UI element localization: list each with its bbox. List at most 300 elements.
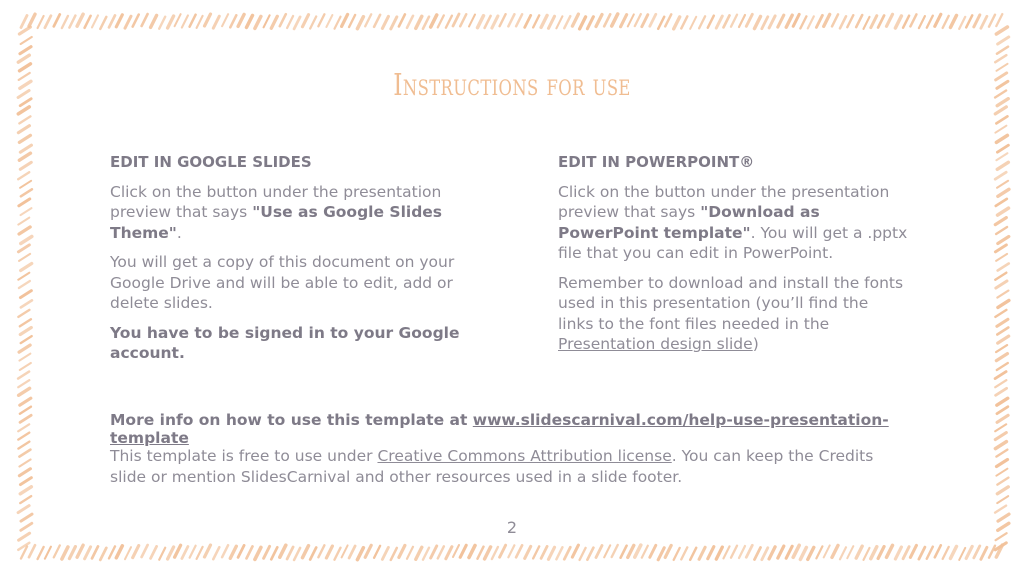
frame-brush-mark xyxy=(21,189,32,196)
frame-brush-mark xyxy=(793,14,799,26)
google-slides-signin-note: You have to be signed in to your Google account. xyxy=(110,323,460,362)
frame-brush-mark xyxy=(238,545,244,557)
frame-brush-mark xyxy=(19,345,30,352)
frame-brush-mark xyxy=(264,15,270,27)
frame-brush-mark xyxy=(887,545,893,557)
frame-brush-mark xyxy=(997,145,1008,152)
page-number: 2 xyxy=(506,518,518,537)
frame-brush-mark xyxy=(407,547,413,559)
frame-brush-mark xyxy=(919,547,925,559)
frame-brush-mark xyxy=(280,545,286,557)
frame-brush-mark xyxy=(996,388,1007,395)
frame-brush-mark xyxy=(995,442,1006,449)
frame-brush-mark xyxy=(533,15,539,27)
frame-brush-mark xyxy=(19,388,30,395)
frame-brush-mark xyxy=(69,547,75,559)
frame-brush-mark xyxy=(20,478,31,485)
frame-brush-mark xyxy=(492,547,498,559)
frame-brush-mark xyxy=(716,16,722,28)
frame-brush-mark xyxy=(213,16,219,28)
frame-brush-mark xyxy=(18,310,29,317)
frame-brush-mark xyxy=(247,546,253,558)
frame-brush-mark xyxy=(878,16,884,28)
frame-brush-mark xyxy=(20,460,31,467)
frame-brush-mark xyxy=(525,546,531,558)
frame-brush-mark xyxy=(335,17,341,29)
powerpoint-step-1-text: Click on the button under the presentation preview that says xyxy=(558,182,890,221)
frame-brush-mark xyxy=(230,15,236,27)
frame-brush-mark xyxy=(996,14,1002,26)
frame-brush-mark xyxy=(446,16,452,28)
help-url-link[interactable]: www.slidescarnival.com/help-use-presentation-template xyxy=(110,411,889,447)
frame-brush-mark xyxy=(997,415,1008,422)
frame-brush-mark xyxy=(793,545,799,557)
frame-brush-mark xyxy=(21,336,32,343)
frame-brush-mark xyxy=(213,547,219,559)
frame-brush-mark xyxy=(903,547,909,559)
frame-brush-mark xyxy=(974,15,980,27)
frame-brush-mark xyxy=(635,14,641,26)
powerpoint-instructions xyxy=(558,152,908,364)
frame-brush-mark xyxy=(996,254,1007,261)
frame-brush-mark xyxy=(856,546,862,558)
frame-brush-mark xyxy=(45,547,51,559)
frame-brush-mark xyxy=(840,16,846,28)
frame-brush-mark xyxy=(20,407,31,414)
frame-brush-mark xyxy=(871,547,877,559)
frame-brush-mark xyxy=(996,450,1007,457)
frame-brush-mark xyxy=(77,545,83,557)
frame-brush-mark xyxy=(20,64,31,71)
frame-brush-mark xyxy=(20,145,31,152)
frame-brush-mark xyxy=(996,345,1007,352)
frame-brush-mark xyxy=(549,547,555,559)
frame-brush-mark xyxy=(739,546,745,558)
frame-brush-mark xyxy=(989,546,995,558)
frame-brush-mark xyxy=(959,17,965,29)
frame-brush-mark xyxy=(997,47,1008,54)
frame-brush-mark xyxy=(824,545,830,557)
frame-brush-mark xyxy=(500,14,506,26)
frame-brush-mark xyxy=(699,547,705,559)
frame-brush-mark xyxy=(981,547,987,559)
frame-brush-mark xyxy=(280,14,286,26)
frame-brush-mark xyxy=(847,15,853,27)
frame-brush-mark xyxy=(310,548,316,560)
powerpoint-step-2 xyxy=(558,273,908,355)
frame-brush-mark xyxy=(762,17,768,29)
frame-brush-mark xyxy=(699,16,705,28)
frame-brush-mark xyxy=(997,487,1008,494)
frame-brush-mark xyxy=(116,15,122,27)
frame-brush-mark xyxy=(755,17,761,29)
frame-brush-mark xyxy=(635,545,641,557)
frame-brush-mark xyxy=(374,546,380,558)
frame-brush-mark xyxy=(20,181,31,188)
frame-brush-mark xyxy=(21,264,32,271)
frame-brush-mark xyxy=(168,547,174,559)
frame-brush-mark xyxy=(438,15,444,27)
frame-brush-mark xyxy=(981,16,987,28)
frame-brush-mark xyxy=(604,545,610,557)
presentation-design-slide-link[interactable]: Presentation design slide xyxy=(558,335,753,353)
frame-brush-mark xyxy=(382,16,388,28)
frame-brush-mark xyxy=(935,545,941,557)
frame-brush-mark xyxy=(460,545,466,557)
frame-brush-mark xyxy=(959,548,965,560)
frame-brush-mark xyxy=(197,547,203,559)
frame-brush-mark xyxy=(18,506,29,513)
frame-brush-mark xyxy=(168,16,174,28)
frame-brush-mark xyxy=(996,116,1007,123)
frame-brush-mark xyxy=(205,14,211,26)
frame-brush-mark xyxy=(446,547,452,559)
frame-brush-mark xyxy=(21,16,27,28)
frame-brush-mark xyxy=(895,16,901,28)
frame-brush-mark xyxy=(142,14,148,26)
frame-brush-mark xyxy=(995,380,1006,387)
frame-brush-mark xyxy=(365,14,371,26)
frame-brush-mark xyxy=(903,16,909,28)
frame-brush-mark xyxy=(19,469,30,476)
frame-brush-mark xyxy=(989,15,995,27)
frame-brush-mark xyxy=(674,548,680,560)
frame-brush-mark xyxy=(746,545,752,557)
frame-brush-mark xyxy=(431,546,437,558)
frame-brush-mark xyxy=(533,546,539,558)
frame-brush-mark xyxy=(271,547,277,559)
frame-brush-mark xyxy=(878,547,884,559)
frame-brush-mark xyxy=(580,548,586,560)
frame-brush-mark xyxy=(996,153,1007,160)
frame-brush-mark xyxy=(382,547,388,559)
frame-brush-mark xyxy=(832,545,838,557)
frame-brush-mark xyxy=(18,126,29,133)
frame-brush-mark xyxy=(628,545,634,557)
frame-brush-mark xyxy=(998,189,1009,196)
powerpoint-button-name: "Download as PowerPoint template" xyxy=(558,203,820,242)
frame-brush-mark xyxy=(997,162,1008,169)
frame-brush-mark xyxy=(18,218,29,225)
frame-brush-mark xyxy=(612,545,618,557)
frame-brush-mark xyxy=(18,442,29,449)
frame-brush-mark xyxy=(927,547,933,559)
frame-brush-mark xyxy=(85,16,91,28)
frame-brush-mark xyxy=(20,81,31,88)
frame-brush-mark xyxy=(724,546,730,558)
frame-brush-mark xyxy=(222,14,228,26)
frame-brush-mark xyxy=(665,14,671,26)
frame-brush-mark xyxy=(786,546,792,558)
frame-brush-mark xyxy=(998,264,1009,271)
frame-brush-mark xyxy=(997,363,1008,370)
frame-brush-mark xyxy=(997,478,1008,485)
frame-brush-mark xyxy=(997,81,1008,88)
frame-brush-mark xyxy=(808,547,814,559)
frame-brush-mark xyxy=(658,548,664,560)
frame-brush-mark xyxy=(541,15,547,27)
frame-brush-mark xyxy=(871,16,877,28)
frame-brush-mark xyxy=(998,237,1009,244)
frame-brush-mark xyxy=(92,15,98,27)
frame-brush-mark xyxy=(832,14,838,26)
frame-brush-mark xyxy=(816,546,822,558)
frame-brush-mark xyxy=(92,546,98,558)
frame-brush-mark xyxy=(18,55,29,62)
frame-brush-mark xyxy=(755,548,761,560)
frame-brush-mark xyxy=(125,16,131,28)
frame-brush-mark xyxy=(596,15,602,27)
frame-brush-mark xyxy=(69,16,75,28)
frame-brush-mark xyxy=(294,548,300,560)
frame-brush-mark xyxy=(318,545,324,557)
frame-brush-mark xyxy=(966,546,972,558)
frame-brush-mark xyxy=(708,16,714,28)
frame-brush-mark xyxy=(769,547,775,559)
frame-brush-mark xyxy=(621,546,627,558)
frame-brush-mark xyxy=(943,547,949,559)
frame-brush-mark xyxy=(190,15,196,27)
frame-brush-mark xyxy=(995,126,1006,133)
frame-brush-mark xyxy=(20,415,31,422)
frame-brush-mark xyxy=(77,14,83,26)
frame-brush-mark xyxy=(658,17,664,29)
frame-brush-mark xyxy=(460,14,466,26)
powerpoint-heading: EDIT IN POWERPOINT® xyxy=(558,153,755,171)
frame-brush-mark xyxy=(997,99,1008,106)
frame-brush-mark xyxy=(690,17,696,29)
frame-brush-mark xyxy=(399,14,405,26)
frame-brush-mark xyxy=(391,17,397,29)
frame-brush-mark xyxy=(800,16,806,28)
frame-brush-mark xyxy=(572,545,578,557)
frame-brush-mark xyxy=(847,546,853,558)
frame-brush-mark xyxy=(109,546,115,558)
google-slides-step-1-end: . xyxy=(176,223,182,242)
frame-brush-mark xyxy=(19,227,30,234)
frame-brush-mark xyxy=(998,208,1009,215)
frame-brush-mark xyxy=(469,546,475,558)
frame-brush-mark xyxy=(572,14,578,26)
more-info xyxy=(110,411,930,447)
frame-brush-mark xyxy=(485,547,491,559)
frame-brush-mark xyxy=(769,16,775,28)
frame-brush-mark xyxy=(995,372,1006,379)
frame-brush-mark xyxy=(19,73,30,80)
frame-brush-mark xyxy=(665,545,671,557)
license-note xyxy=(110,446,910,487)
frame-brush-mark xyxy=(508,545,514,557)
frame-brush-mark xyxy=(238,14,244,26)
frame-brush-mark xyxy=(650,545,656,557)
creative-commons-link[interactable]: Creative Commons Attribution license xyxy=(377,447,672,465)
frame-brush-mark xyxy=(997,460,1008,467)
frame-brush-mark xyxy=(18,380,29,387)
frame-brush-mark xyxy=(197,16,203,28)
frame-brush-mark xyxy=(54,545,60,557)
frame-brush-mark xyxy=(19,135,30,142)
google-slides-step-2: You will get a copy of this document on your Google Drive and will be able to edit, add or delete slides. xyxy=(110,253,455,312)
frame-brush-mark xyxy=(326,15,332,27)
frame-brush-mark xyxy=(151,15,157,27)
frame-brush-mark xyxy=(342,545,348,557)
frame-brush-mark xyxy=(996,354,1007,361)
frame-brush-mark xyxy=(995,424,1006,431)
frame-brush-mark xyxy=(19,450,30,457)
frame-brush-mark xyxy=(222,545,228,557)
frame-brush-mark xyxy=(786,15,792,27)
more-info-text: More info on how to use this template at xyxy=(110,411,473,429)
frame-brush-mark xyxy=(500,545,506,557)
frame-brush-mark xyxy=(541,546,547,558)
frame-brush-mark xyxy=(762,548,768,560)
frame-brush-mark xyxy=(910,14,916,26)
frame-brush-mark xyxy=(19,153,30,160)
frame-brush-mark xyxy=(133,546,139,558)
frame-brush-mark xyxy=(255,547,261,559)
frame-brush-mark xyxy=(20,398,31,405)
frame-brush-mark xyxy=(175,14,181,26)
frame-brush-mark xyxy=(423,548,429,560)
frame-brush-mark xyxy=(182,16,188,28)
frame-brush-mark xyxy=(416,16,422,28)
frame-brush-mark xyxy=(995,310,1006,317)
frame-brush-mark xyxy=(478,16,484,28)
frame-brush-mark xyxy=(303,546,309,558)
frame-brush-mark xyxy=(919,16,925,28)
frame-brush-mark xyxy=(516,14,522,26)
frame-brush-mark xyxy=(54,14,60,26)
frame-brush-mark xyxy=(674,17,680,29)
frame-brush-mark xyxy=(18,273,29,280)
frame-brush-mark xyxy=(724,15,730,27)
frame-brush-mark xyxy=(318,14,324,26)
frame-brush-mark xyxy=(190,546,196,558)
frame-brush-mark xyxy=(20,47,31,54)
frame-brush-mark xyxy=(816,15,822,27)
license-text-end: . You can keep the Credits slide or mention SlidesCarnival and other resources used in a slide footer. xyxy=(110,447,874,486)
frame-brush-mark xyxy=(21,208,32,215)
frame-brush-mark xyxy=(478,547,484,559)
frame-brush-mark xyxy=(951,546,957,558)
frame-brush-mark xyxy=(357,548,363,560)
frame-brush-mark xyxy=(294,17,300,29)
frame-brush-mark xyxy=(18,107,29,114)
frame-brush-mark xyxy=(38,547,44,559)
frame-brush-mark xyxy=(966,15,972,27)
frame-brush-mark xyxy=(642,15,648,27)
frame-brush-mark xyxy=(997,181,1008,188)
frame-brush-mark xyxy=(423,17,429,29)
frame-brush-mark xyxy=(416,547,422,559)
frame-brush-mark xyxy=(997,398,1008,405)
frame-brush-mark xyxy=(182,547,188,559)
frame-brush-mark xyxy=(247,15,253,27)
frame-brush-mark xyxy=(580,17,586,29)
frame-brush-mark xyxy=(133,15,139,27)
frame-brush-mark xyxy=(399,545,405,557)
frame-brush-mark xyxy=(287,547,293,559)
frame-brush-mark xyxy=(996,27,1007,34)
frame-brush-mark xyxy=(349,15,355,27)
frame-brush-mark xyxy=(996,469,1007,476)
frame-brush-mark xyxy=(995,172,1006,179)
frame-brush-mark xyxy=(335,548,341,560)
frame-brush-mark xyxy=(326,546,332,558)
frame-brush-mark xyxy=(516,545,522,557)
frame-brush-mark xyxy=(20,496,31,503)
frame-brush-mark xyxy=(995,91,1006,98)
powerpoint-step-1-end: . You will get a .pptx file that you can edit in PowerPoint. xyxy=(558,223,908,262)
frame-brush-mark xyxy=(995,245,1006,252)
frame-brush-mark xyxy=(19,354,30,361)
frame-brush-mark xyxy=(18,372,29,379)
google-slides-instructions xyxy=(110,152,480,373)
frame-brush-mark xyxy=(20,99,31,106)
frame-brush-mark xyxy=(887,14,893,26)
powerpoint-fonts-end: ) xyxy=(752,335,759,353)
frame-brush-mark xyxy=(19,199,30,206)
frame-brush-mark xyxy=(271,16,277,28)
frame-brush-mark xyxy=(342,14,348,26)
frame-brush-mark xyxy=(525,15,531,27)
frame-brush-mark xyxy=(996,281,1007,288)
frame-brush-mark xyxy=(856,15,862,27)
frame-brush-mark xyxy=(995,506,1006,513)
frame-brush-mark xyxy=(778,15,784,27)
frame-brush-mark xyxy=(255,16,261,28)
frame-brush-mark xyxy=(508,14,514,26)
frame-brush-mark xyxy=(974,546,980,558)
frame-brush-mark xyxy=(997,328,1008,335)
frame-brush-mark xyxy=(438,546,444,558)
frame-brush-mark xyxy=(29,545,35,557)
frame-brush-mark xyxy=(612,14,618,26)
frame-brush-mark xyxy=(109,15,115,27)
frame-brush-mark xyxy=(310,17,316,29)
frame-brush-mark xyxy=(116,546,122,558)
frame-brush-mark xyxy=(995,218,1006,225)
frame-brush-mark xyxy=(485,16,491,28)
frame-brush-mark xyxy=(62,547,68,559)
frame-brush-mark xyxy=(365,545,371,557)
frame-brush-mark xyxy=(21,37,32,44)
frame-brush-mark xyxy=(100,17,106,29)
frame-brush-mark xyxy=(18,172,29,179)
frame-brush-mark xyxy=(997,291,1008,298)
frame-brush-mark xyxy=(995,433,1006,440)
frame-brush-mark xyxy=(45,16,51,28)
frame-brush-mark xyxy=(287,16,293,28)
page-title: Instructions for use xyxy=(393,68,631,103)
frame-brush-mark xyxy=(995,273,1006,280)
frame-brush-mark xyxy=(997,319,1008,326)
frame-brush-mark xyxy=(650,14,656,26)
frame-brush-mark xyxy=(564,547,570,559)
frame-brush-mark xyxy=(175,545,181,557)
frame-brush-mark xyxy=(587,17,593,29)
frame-brush-mark xyxy=(159,17,165,29)
frame-brush-mark xyxy=(621,15,627,27)
frame-brush-mark xyxy=(681,16,687,28)
frame-brush-mark xyxy=(453,14,459,26)
frame-brush-mark xyxy=(20,319,31,326)
frame-brush-mark xyxy=(997,496,1008,503)
frame-brush-mark xyxy=(995,107,1006,114)
frame-brush-mark xyxy=(864,548,870,560)
frame-brush-mark xyxy=(453,545,459,557)
frame-brush-mark xyxy=(628,14,634,26)
